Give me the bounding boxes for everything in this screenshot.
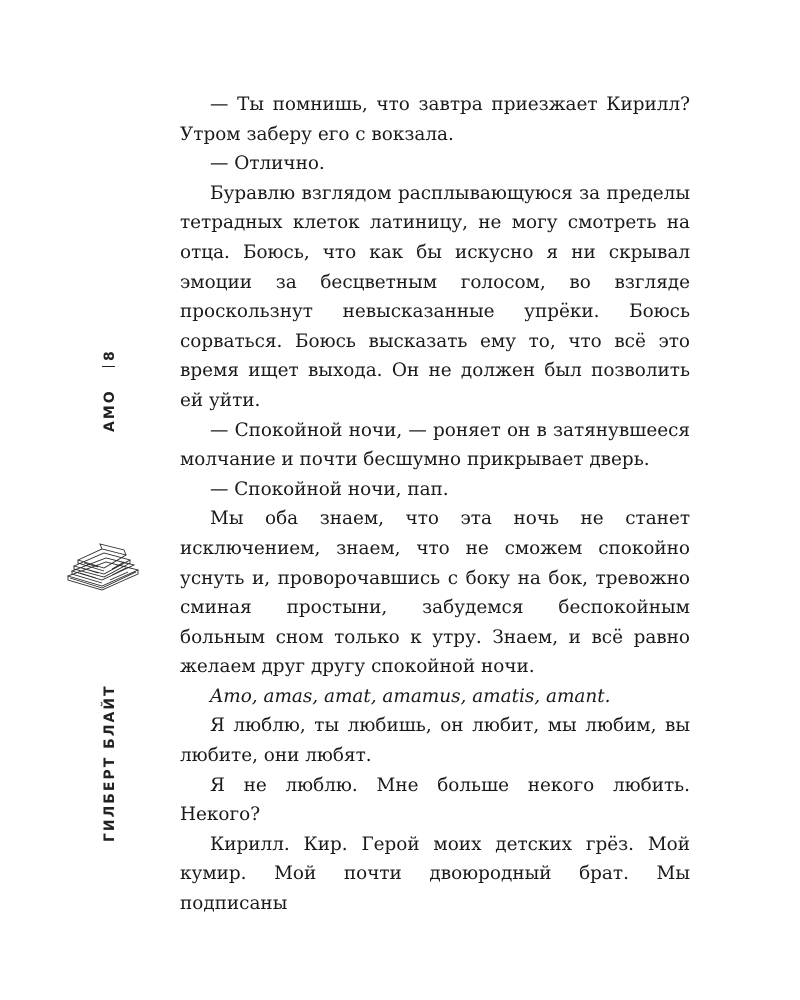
paragraph-6: Мы оба знаем, что эта ночь не станет исключением, знаем, что не сможем спокойно уснуть и, проворочавшись с боку на бок, тревожно сминая простыни, забудемся беспокойным больным сном только к утру. Знаем, и всё равно желаем друг другу спокойной ночи. [180, 508, 690, 678]
paragraph-5: — Спокойной ночи, пап. [210, 478, 449, 500]
author-name: ГИЛБЕРТ БЛАЙТ [102, 684, 118, 842]
paragraph-7 [180, 682, 690, 712]
paragraph-10: Кирилл. Кир. Герой моих детских грёз. Мой кумир. Мой почти двоюродный брат. Мы подписаны [180, 833, 690, 915]
running-title: АМО [102, 389, 118, 432]
paragraph-8: Я люблю, ты любишь, он любит, мы любим, вы любите, они любят. [180, 715, 690, 767]
latin-conjugation: Amo, amas, amat, amamus, amatis, amant. [210, 685, 611, 707]
paragraph-1: — Ты помнишь, что завтра приезжает Кирилл? Утром заберу его с вокзала. [180, 94, 690, 145]
paragraph-4: — Спокойной ночи, — роняет он в затянувшееся молчание и почти бесшумно прикрывает дверь. [180, 419, 690, 471]
page-number [102, 349, 118, 372]
stack-of-books-icon [62, 540, 144, 596]
page-number-value: 8 [102, 349, 118, 361]
page-body [180, 90, 690, 919]
paragraph-2: — Отлично. [210, 153, 325, 175]
page-sidebar [76, 0, 146, 1000]
paragraph-9: Я не люблю. Мне больше некого любить. Некого? [180, 774, 690, 826]
paragraph-3: Буравлю взглядом расплывающуюся за пределы тетрадных клеток латиницу, не могу смотреть на отца. Боюсь, что как бы искусно я ни скрывал эмоции за бесцветным голосом, во взгляде проскользнут невысказанные упрёки. Боюсь сорваться. Боюсь высказать ему то, что всё это время ищет выхода. Он не должен был позволить ей уйти. [180, 182, 690, 411]
